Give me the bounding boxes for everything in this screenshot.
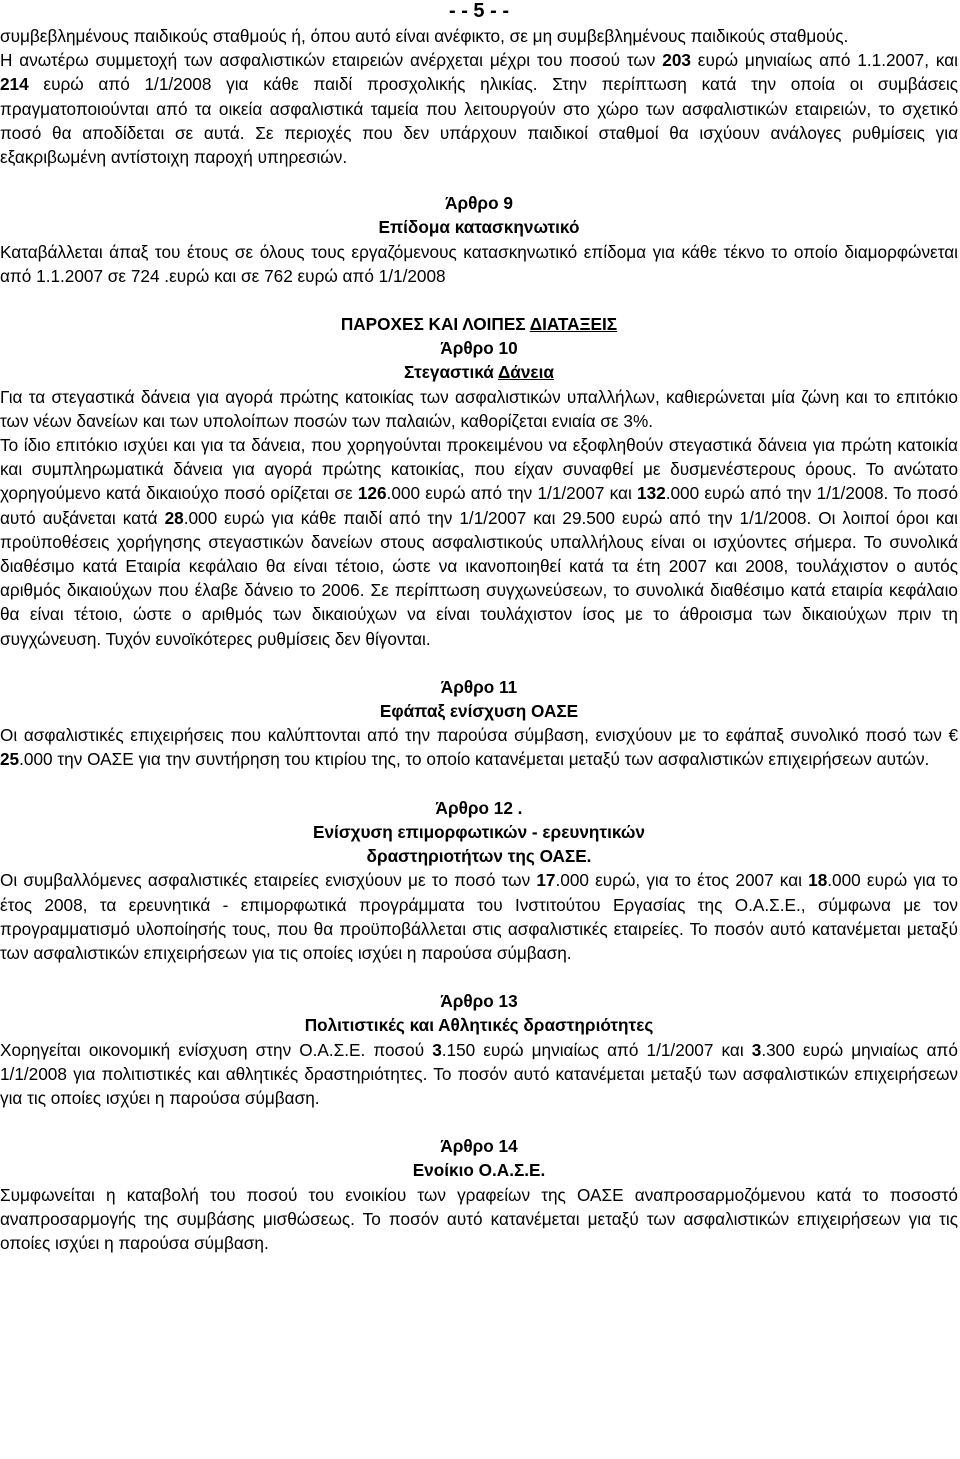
article-13-heading: Άρθρο 13	[440, 991, 518, 1012]
article-14-body: Συμφωνείται η καταβολή του ποσού του ενοικίου των γραφείων της ΟΑΣΕ αναπροσαρμοζόμενου κατά το ποσοστό αναπροσαρμογής της συμβάσης μισθώσεως. Το ποσόν αυτό κατανέμεται μεταξύ των ασφαλιστικών επιχειρήσεων για τις οποίες ισχύει η παρούσα σύμβαση.	[0, 1184, 958, 1253]
intro-paragraph-2	[0, 48, 958, 169]
spacer	[0, 651, 958, 675]
intro-p2-bold-2: 214	[0, 74, 29, 95]
article-11-body-bold: 25	[0, 749, 20, 770]
article-12-body-a: Οι συμβαλλόμενες ασφαλιστικές εταιρείες ενισχύουν με το ποσό των	[0, 870, 537, 891]
article-9-heading: Άρθρο 9	[445, 193, 513, 214]
article-12-title-line-1: Ενίσχυση επιμορφωτικών - ερευνητικών	[313, 821, 645, 842]
article-10-p2-text-d: .000 ευρώ από την 1/1/2008. Το ποσό αυτό αυξάνεται κατά	[0, 483, 958, 528]
article-10-paragraph-1: Για τα στεγαστικά δάνεια για αγορά πρώτης κατοικίας των ασφαλιστικών υπαλλήλων, καθιερώνεται μία ζώνη και το επιτόκιο των νέων δανείων και των υπολοίπων ποσών των παλαιών, καθορίζεται ενιαία σε 3%.	[0, 386, 958, 431]
article-13-body-d: .300 ευρώ μηνιαίως από 1/1/2008 για πολιτιστικές και αθλητικές δραστηριότητες. Το ποσόν αυτό κατανέμεται μεταξύ των ασφαλιστικών επιχειρήσεων για τις οποίες ισχύει η παρούσα σύμβαση.	[0, 1039, 958, 1108]
article-13-body-a: Χορηγείται οικονομική ενίσχυση στην Ο.Α.Σ.Ε. ποσού	[0, 1039, 433, 1060]
spacer	[0, 965, 958, 989]
article-13-body-bold-2: 3	[751, 1039, 762, 1060]
article-10-p2-text-e: .000 ευρώ για κάθε παιδί από την 1/1/2007 και 29.500 ευρώ από την 1/1/2008. Οι λοιποί όροι και προϋποθέσεις χορήγησης στεγαστικών δανείων στους ασφαλιστικούς υπαλλήλους είναι οι ισχύοντες σήμερα. Το συνολικά διαθέσιμο κατά Εταιρία κεφάλαιο θα είναι τέτοιο, ώστε να ικανοποιηθεί κατά τα έτη 2007 και 2008, τουλάχιστον ο αυτός αριθμός δικαιούχων που έλαβε δάνειο το 2006. Σε περίπτωση συγχωνεύσεων, το συνολικά διαθέσιμο κατά εταιρία κεφάλαιο θα είναι τέτοιο, ώστε ο αριθμός των δικαιούχων να είναι τουλάχιστον ίσος με το άθροισμα των δικαιούχων πριν τη συγχώνευση. Τυχόν ευνοϊκότερες ρυθμίσεις δεν θίγονται.	[0, 507, 958, 649]
article-10-title-b: Δάνεια	[497, 362, 554, 383]
article-13-title: Πολιτιστικές και Αθλητικές δραστηριότητες	[304, 1015, 654, 1036]
article-12-heading: Άρθρο 12 .	[435, 797, 523, 818]
article-10-p2-text-a: Το ίδιο επιτόκιο ισχύει και για τα δάνεια, που χορηγούνται προκειμένου να εξοφληθούν στεγαστικά δάνεια για πρώτη κατοικία και συμπληρωματικά δάνεια για αγορά πρώτης κατοικίας, που είχαν συναφθεί με δυσμενέστερους όρους. Το ανώτατο χορηγούμενο κατά δικαιούχο ποσό ορίζεται σε	[0, 435, 958, 504]
spacer	[0, 1110, 958, 1134]
article-11-body-c: .000 την ΟΑΣΕ για την συντήρηση του κτιρίου της, το οποίο κατανέμεται μεταξύ των ασφαλιστικών επιχειρήσεων αυτών.	[19, 749, 930, 770]
article-13-body	[0, 1038, 958, 1111]
article-12-body-d: .000 ευρώ για το έτος 2008, τα ερευνητικά - επιμορφωτικά προγράμματα του Ινστιτούτου Εργασίας της Ο.Α.Σ.Ε., σύμφωνα με τον προγραμματισμό υλοποίησής τους, που θα προϋποβάλλεται στις ασφαλιστικές εταιρείες. Το ποσόν αυτό κατανέμεται μεταξύ των ασφαλιστικών επιχειρήσεων για τις οποίες ισχύει η παρούσα σύμβαση.	[0, 870, 958, 963]
article-11-title: Εφάπαξ ενίσχυση ΟΑΣΕ	[379, 701, 579, 722]
article-10-p2-bold-1: 126	[357, 483, 387, 504]
article-10-title-a: Στεγαστικά	[404, 362, 498, 383]
article-10-p2-text-c: .000 ευρώ από την 1/1/2007 και	[386, 483, 638, 504]
article-10-paragraph-2	[0, 433, 958, 651]
page-number: - - 5 - -	[449, 0, 509, 22]
article-12-body-bold-1: 17	[536, 870, 556, 891]
article-11-body-a: Οι ασφαλιστικές επιχειρήσεις που καλύπτονται από την παρούσα σύμβαση, ενισχύουν με το εφάπαξ συνολικό ποσό των €	[0, 725, 958, 746]
article-11-heading: Άρθρο 11	[440, 676, 518, 697]
section-title	[0, 312, 958, 336]
section-title-b: ΔΙΑΤΑΞΕΙΣ	[529, 314, 618, 335]
intro-p2-text-c: ευρώ μηνιαίως από 1.1.2007, και	[690, 50, 958, 71]
intro-p2-bold-1: 203	[662, 50, 691, 71]
article-12-body-bold-2: 18	[808, 870, 828, 891]
article-11-body	[0, 723, 958, 771]
intro-p2-text-a: Η ανωτέρω συμμετοχή των ασφαλιστικών εταιρειών ανέρχεται μέχρι του ποσού των	[0, 50, 663, 71]
article-14-title: Ενοίκιο Ο.Α.Σ.Ε.	[412, 1160, 546, 1181]
article-10-p2-bold-3: 28	[164, 507, 184, 528]
article-12-body	[0, 868, 958, 965]
article-12-title-line-2: δραστηριοτήτων της ΟΑΣΕ.	[366, 846, 592, 867]
spacer	[0, 169, 958, 191]
intro-p1-text: συμβεβλημένους παιδικούς σταθμούς ή, όπου αυτό είναι ανέφικτο, σε μη συμβεβλημένους παιδικούς σταθμούς.	[0, 26, 849, 46]
section-title-a: ΠΑΡΟΧΕΣ ΚΑΙ ΛΟΙΠΕΣ	[340, 314, 530, 335]
intro-paragraph-1	[0, 24, 958, 48]
intro-p2-text-d: ευρώ από 1/1/2008 για κάθε παιδί προσχολικής ηλικίας. Στην περίπτωση κατά την οποία οι συμβάσεις πραγματοποιούνται από τα οικεία ασφαλιστικά ταμεία που λειτουργούν στο χώρο των ασφαλιστικών εταιρειών, το σχετικό ποσό θα αποδίδεται σε αυτά. Σε περιοχές που δεν υπάρχουν παιδικοί σταθμοί θα ισχύουν ανάλογες ρυθμίσεις για εξακριβωμένη αντίστοιχη παροχή υπηρεσιών.	[0, 74, 958, 168]
article-9-body: Καταβάλλεται άπαξ του έτους σε όλους τους εργαζόμενους κατασκηνωτικό επίδομα για κάθε τέκνο το οποίο διαμορφώνεται από 1.1.2007 σε 724 .ευρώ και σε 762 ευρώ από 1/1/2008	[0, 241, 958, 286]
article-13-body-bold-1: 3	[432, 1039, 442, 1060]
article-10-heading: Άρθρο 10	[440, 338, 518, 359]
spacer	[0, 772, 958, 796]
article-10-title	[0, 360, 958, 384]
article-10-p2-bold-2: 132	[637, 483, 666, 504]
spacer	[0, 288, 958, 312]
article-12-body-c: .000 ευρώ, για το έτος 2007 και	[555, 870, 809, 891]
article-13-body-c: .150 ευρώ μηνιαίως από 1/1/2007 και	[441, 1039, 752, 1060]
article-14-heading: Άρθρο 14	[440, 1136, 518, 1157]
article-9-title: Επίδομα κατασκηνωτικό	[378, 217, 580, 238]
